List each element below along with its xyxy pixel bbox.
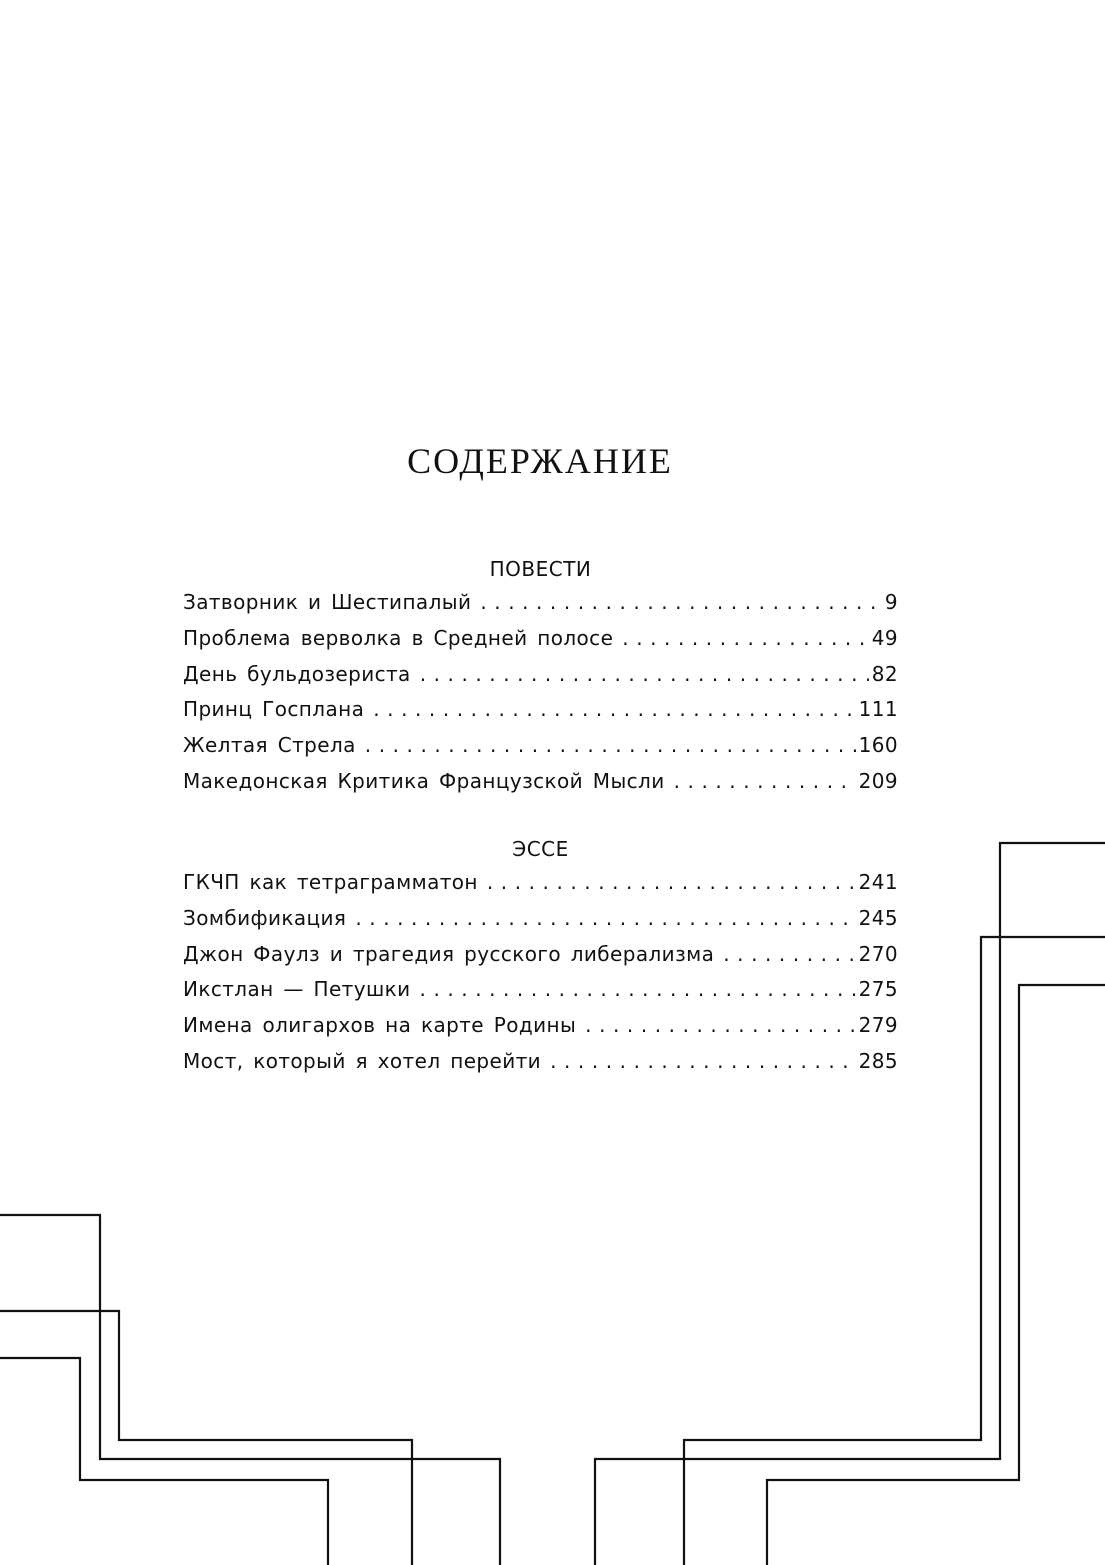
toc-entry[interactable] <box>183 622 898 658</box>
entry-page-number: 241 <box>858 870 898 894</box>
toc-entry-list <box>183 586 898 801</box>
entry-title: Затворник и Шестипалый <box>183 590 472 614</box>
ornament-line-left-middle <box>0 1311 412 1565</box>
entry-title: Джон Фаулз и трагедия русского либерализма <box>183 941 715 966</box>
dot-leader <box>487 866 856 898</box>
ornament-line-left-inner <box>0 1358 328 1565</box>
section-heading: ЭССЕ <box>512 837 569 861</box>
dot-leader <box>355 902 855 934</box>
entry-title: Икстлан — Петушки <box>183 977 411 1002</box>
entry-page-number: 160 <box>858 733 898 758</box>
section-heading: ПОВЕСТИ <box>489 557 592 581</box>
dot-leader <box>420 973 856 1005</box>
entry-page-number: 209 <box>858 768 898 793</box>
dot-leader <box>550 1045 856 1077</box>
toc-entry[interactable] <box>183 938 898 974</box>
toc-entry[interactable] <box>183 765 898 801</box>
toc-section-essays <box>183 834 898 1081</box>
dot-leader <box>674 765 856 797</box>
entry-page-number: 245 <box>858 905 898 930</box>
dot-leader <box>480 586 882 618</box>
toc-entry[interactable] <box>183 973 898 1009</box>
entry-page-number: 82 <box>871 661 898 686</box>
toc-section-stories <box>183 554 898 801</box>
entry-page-number: 279 <box>858 1013 898 1038</box>
page-title: СОДЕРЖАНИЕ <box>407 441 673 481</box>
entry-page-number: 9 <box>884 590 898 614</box>
entry-title: ГКЧП как тетраграмматон <box>183 870 478 894</box>
entry-title: Желтая Стрела <box>183 733 356 758</box>
ornament-line-left-outer <box>0 1215 500 1565</box>
dot-leader <box>373 693 855 725</box>
toc-entry[interactable] <box>183 693 898 729</box>
dot-leader <box>723 938 855 970</box>
toc-entry[interactable] <box>183 586 898 622</box>
entry-title: День бульдозериста <box>183 661 411 686</box>
dot-leader <box>622 622 868 654</box>
entry-page-number: 111 <box>858 697 898 722</box>
entry-title: Проблема верволка в Средней полосе <box>183 625 614 650</box>
entry-title: Македонская Критика Французской Мысли <box>183 768 665 793</box>
toc-entry[interactable] <box>183 1045 898 1081</box>
entry-page-number: 285 <box>858 1048 898 1073</box>
dot-leader <box>420 658 869 690</box>
toc-entry-list <box>183 866 898 1081</box>
dot-leader <box>365 729 856 761</box>
toc-entry[interactable] <box>183 866 898 902</box>
toc-entry[interactable] <box>183 729 898 765</box>
toc-entry[interactable] <box>183 1009 898 1045</box>
toc-entry[interactable] <box>183 658 898 694</box>
entry-title: Имена олигархов на карте Родины <box>183 1013 577 1038</box>
entry-page-number: 49 <box>871 625 898 650</box>
dot-leader <box>585 1009 855 1041</box>
entry-page-number: 275 <box>858 977 898 1002</box>
entry-title: Мост, который я хотел перейти <box>183 1048 542 1073</box>
entry-page-number: 270 <box>858 941 898 966</box>
entry-title: Зомбификация <box>183 905 347 930</box>
toc-entry[interactable] <box>183 902 898 938</box>
entry-title: Принц Госплана <box>183 697 365 722</box>
